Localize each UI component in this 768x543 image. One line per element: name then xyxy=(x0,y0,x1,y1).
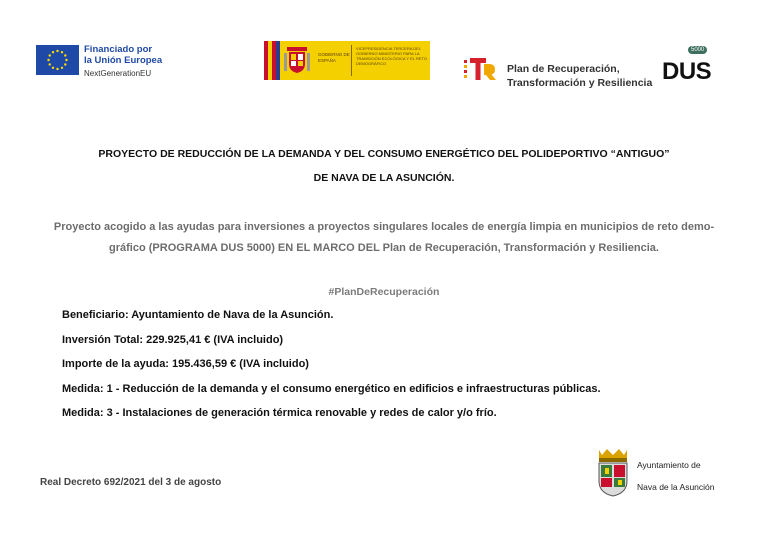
project-intro xyxy=(40,217,728,259)
project-title-line1: PROYECTO DE REDUCCIÓN DE LA DEMANDA Y DEL CONSUMO ENERGÉTICO DEL POLIDEPORTIVO “ANTIGUO” xyxy=(98,148,670,160)
gobierno-divider xyxy=(351,45,352,76)
medida-3: Medida: 3 - Instalaciones de generación térmica renovable y redes de calor y/o frío. xyxy=(62,407,497,419)
prtr-text xyxy=(507,62,652,90)
dus-logo-text: DUS xyxy=(662,58,712,85)
eu-stars-icon xyxy=(36,45,79,75)
inversion-total: Inversión Total: 229.925,41 € (IVA incluido) xyxy=(62,334,284,346)
eu-funding-text xyxy=(84,44,162,79)
intro-line1: Proyecto acogido a las ayudas para inversiones a proyectos singulares locales de energía limpia en municipios de reto demo- xyxy=(53,221,715,233)
dus-badge: 5000 xyxy=(688,46,707,54)
project-title-line2: DE NAVA DE LA ASUNCIÓN. xyxy=(313,172,455,184)
beneficiario: Beneficiario: Ayuntamiento de Nava de la Asunción. xyxy=(62,309,334,321)
medida-1: Medida: 1 - Reducción de la demanda y el consumo energético en edificios e infraestructuras públicas. xyxy=(62,383,601,395)
hashtag: #PlanDeRecuperación xyxy=(328,286,440,298)
spain-coat-of-arms-icon xyxy=(284,45,310,75)
ayuntamiento-label-line1: Ayuntamiento de xyxy=(637,460,701,470)
prtr-logo-icon xyxy=(462,54,498,84)
importe-ayuda: Importe de la ayuda: 195.436,59 € (IVA incluido) xyxy=(62,358,309,370)
ayuntamiento-label-line2: Nava de la Asunción xyxy=(637,482,715,492)
eu-flag-logo xyxy=(36,45,79,75)
gobierno-label: GOBIERNO DE ESPAÑA xyxy=(318,52,350,63)
intro-line2: gráfico (PROGRAMA DUS 5000) EN EL MARCO DEL Plan de Recuperación, Transformación y Resiliencia. xyxy=(109,242,659,254)
prtr-line1: Plan de Recuperación, xyxy=(507,63,620,75)
ministerio-label: VICEPRESIDENCIA TERCERA DEL GOBIERNO MINISTERIO PARA LA TRANSICIÓN ECOLÓGICA Y EL RETO DEMOGRÁFICO xyxy=(356,46,427,66)
real-decreto: Real Decreto 692/2021 del 3 de agosto xyxy=(40,477,222,488)
gobierno-espana-logo xyxy=(264,41,430,80)
prtr-line2: Transformación y Resiliencia xyxy=(507,77,653,89)
eu-line2: la Unión Europea xyxy=(84,55,163,66)
eu-line1: Financiado por xyxy=(84,44,153,55)
eu-line3: NextGenerationEU xyxy=(84,69,152,78)
ayuntamiento-crest-icon xyxy=(593,446,633,500)
